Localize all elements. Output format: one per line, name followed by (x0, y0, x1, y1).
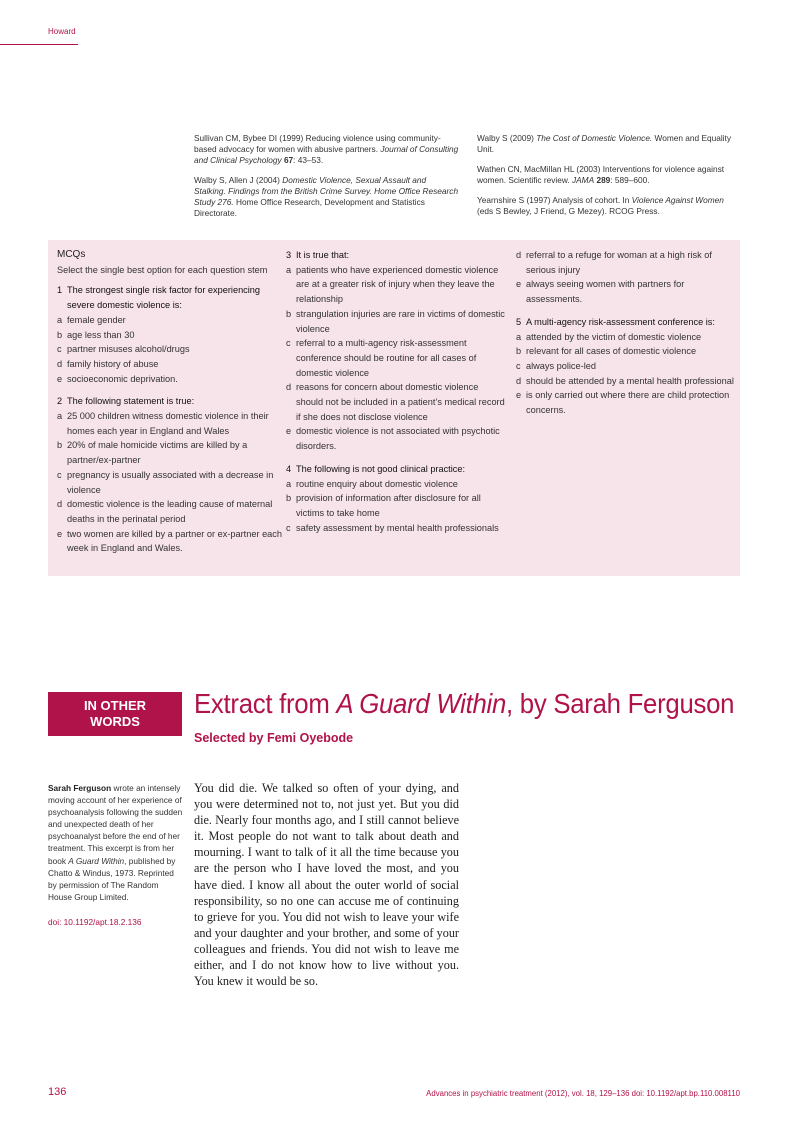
mcq-instructions: Select the single best option for each question stem (57, 264, 268, 275)
extract-title-prefix: Extract from (194, 688, 337, 719)
mcq-option-letter: a (286, 478, 292, 489)
reference-entry (477, 164, 741, 186)
mcq-option-text: provision of information after disclosure for all victims to take home (296, 493, 481, 518)
mcq-option-text: patients who have experienced domestic violence are at a greater risk of injury when they leave the relationship (296, 264, 499, 305)
author-note-name: Sarah Ferguson (48, 783, 112, 793)
reference-post: Home Office Research, Development and Statistics Directorate. (194, 197, 425, 218)
mcq-option (57, 497, 282, 526)
mcq-option-letter: d (516, 375, 522, 386)
mcq-column-1 (57, 248, 282, 564)
mcq-option-text: family history of abuse (67, 358, 159, 369)
reference-pre: Sullivan CM, Bybee DI (1999) Reducing violence using community-based advocacy for women with abusive partners. (194, 133, 441, 154)
reference-pre: Yearnshire S (1997) Analysis of cohort. In (477, 195, 632, 205)
mcq-option (286, 521, 506, 536)
mcq-option (57, 313, 282, 328)
author-note-book: A Guard Within (68, 855, 125, 866)
mcq-box (48, 240, 740, 576)
mcq-option-letter: e (57, 373, 63, 384)
mcq-question-stem (57, 283, 282, 312)
reference-pre: Walby S (2009) (477, 133, 537, 143)
mcq-question (516, 315, 736, 418)
mcq-option (516, 330, 736, 345)
mcq-question-stem (286, 462, 506, 477)
mcq-option-letter: e (516, 390, 522, 401)
reference-bold: 67 (283, 155, 294, 165)
extract-title-book: A Guard Within (336, 688, 507, 719)
mcq-question-text: The following is not good clinical practice: (296, 463, 466, 474)
mcq-question-number: 2 (57, 396, 63, 407)
mcq-option (516, 248, 736, 277)
running-header-author: Howard (48, 27, 76, 36)
mcq-option-text: socioeconomic deprivation. (67, 373, 178, 384)
mcq-option-letter: e (516, 279, 522, 290)
mcq-option-text: female gender (67, 314, 126, 325)
section-label: IN OTHER WORDS (83, 698, 147, 729)
reference-post: : 589–600. (610, 175, 650, 185)
reference-post: Women and Equality Unit. (477, 133, 731, 154)
mcq-option-letter: c (57, 344, 62, 355)
mcq-question-stem (57, 394, 282, 409)
reference-entry (194, 175, 459, 219)
mcq-question-number: 4 (286, 463, 292, 474)
extract-subtitle: Selected by Femi Oyebode (194, 731, 354, 745)
mcq-option-letter: c (286, 338, 291, 349)
mcq-option (286, 263, 506, 307)
mcq-option-text: routine enquiry about domestic violence (296, 478, 458, 489)
mcq-option (57, 372, 282, 387)
author-note (48, 782, 184, 903)
reference-bold: 289 (596, 175, 611, 185)
mcq-option-text: age less than 30 (67, 329, 135, 340)
mcq-option (516, 344, 736, 359)
mcq-option-letter: a (516, 331, 522, 342)
mcq-option-text: 20% of male homicide victims are killed by a partner/ex-partner (67, 440, 248, 466)
mcq-option (516, 277, 736, 306)
mcq-question-stem (286, 248, 506, 263)
reference-italic: JAMA (572, 175, 595, 185)
mcq-option-text: referral to a refuge for woman at a high risk of serious injury (526, 250, 712, 275)
author-note-text-2: , published by Chatto & Windus, 1973. Reprinted by permission of The Random House Group Limited. (48, 855, 176, 902)
mcq-option-text: domestic violence is the leading cause of maternal deaths in the perinatal period (67, 499, 273, 524)
mcq-option-text: partner misuses alcohol/drugs (67, 344, 190, 355)
reference-italic: The Cost of Domestic Violence. (536, 133, 653, 143)
mcq-option-letter: b (57, 440, 63, 451)
mcq-question-number: 1 (57, 285, 63, 296)
mcq-option-text: two women are killed by a partner or ex-partner each week in England and Wales. (67, 528, 282, 554)
mcq-option-letter: a (57, 411, 63, 422)
extract-body: You did die. We talked so often of your dying, and you were determined not to, not just yet. But you did die. Nearly four months ago, and I still cannot believe it. Most people do not want to talk about death and mourning. I want to talk of it all the time because you are the person who I have loved the most, and you have died. I know all about the outer world of social responsibility, so no one can accuse me of continuing to grieve for you. You did not wish to leave your wife and your daughter and your brother, and some of your colleagues and friends. You did not wish to leave me either, and I do not know how to live without you. You knew it would be so. (194, 781, 459, 989)
mcq-option (286, 380, 506, 424)
mcq-option-letter: c (516, 360, 521, 371)
reference-italic: Domestic Violence, Sexual Assault and Stalking. Findings from the British Crime Survey. Home Office Research Study 276. (194, 175, 459, 207)
mcq-question-text: It is true that: (296, 250, 350, 260)
mcq-question (286, 248, 506, 454)
section-label-box (48, 692, 182, 736)
mcq-option-text: strangulation injuries are rare in victims of domestic violence (296, 308, 505, 334)
mcq-question-stem (516, 315, 736, 330)
mcq-option-letter: c (57, 469, 62, 480)
reference-pre: Walby S, Allen J (2004) (194, 175, 283, 185)
extract-title-suffix: , by Sarah Ferguson (506, 688, 735, 719)
mcq-option-letter: e (286, 426, 292, 437)
mcq-option-text: domestic violence is not associated with psychotic disorders. (296, 426, 500, 452)
mcq-option-letter: d (57, 358, 63, 369)
mcq-option-text: 25 000 children witness domestic violence in their homes each year in England and Wales (67, 411, 269, 436)
references-left-column (194, 133, 459, 228)
mcq-option-letter: a (286, 264, 292, 275)
mcq-option-text: always seeing women with partners for assessments. (526, 279, 685, 305)
reference-entry (477, 133, 741, 155)
mcq-question (57, 394, 282, 556)
mcq-option-text: referral to a multi-agency risk-assessment conference should be routine for all cases of domestic violence (296, 338, 477, 378)
reference-entry (477, 195, 741, 217)
mcq-option (516, 374, 736, 389)
author-note-text-1: wrote an intensely moving account of her experience of psychoanalysis following the sudden and unexpected death of her psychoanalyst before the end of her treatment. This excerpt is from her book (48, 783, 183, 866)
footer-citation: Advances in psychiatric treatment (2012), vol. 18, 129–136 doi: 10.1192/apt.bp.110.008110 (426, 1089, 740, 1098)
mcq-option (57, 438, 282, 467)
mcq-option-letter: b (286, 308, 292, 319)
mcq-option (516, 359, 736, 374)
mcq-option-letter: c (286, 522, 291, 533)
mcq-option (286, 336, 506, 380)
mcq-option (57, 357, 282, 372)
extract-title (194, 688, 734, 720)
mcq-question-number: 3 (286, 250, 292, 260)
mcq-option (57, 328, 282, 343)
mcq-option-text: safety assessment by mental health professionals (296, 522, 499, 533)
mcq-option (57, 527, 282, 556)
mcq-option (57, 468, 282, 497)
reference-post: : 43–53. (293, 155, 324, 165)
mcq-question-text: A multi-agency risk-assessment conference is: (526, 316, 715, 327)
reference-post: (eds S Bewley, J Friend, G Mezey). RCOG Press. (477, 206, 660, 216)
mcq-option-letter: b (516, 346, 522, 357)
mcq-question-continued (516, 248, 736, 307)
reference-italic: Journal of Consulting and Clinical Psychology (194, 144, 459, 165)
mcq-option-letter: d (57, 499, 63, 510)
mcq-option (57, 342, 282, 357)
mcq-option-text: relevant for all cases of domestic violence (526, 346, 697, 357)
mcq-option (286, 424, 506, 453)
mcq-option (57, 409, 282, 438)
mcq-question-number: 5 (516, 316, 522, 327)
mcq-option (516, 388, 736, 417)
mcq-option-letter: b (286, 493, 292, 504)
reference-italic: Violence Against Women (631, 195, 724, 205)
mcq-option-letter: d (516, 250, 522, 260)
mcq-option-letter: b (57, 329, 63, 340)
mcq-option-letter: d (286, 382, 292, 393)
mcq-column-2 (286, 248, 506, 543)
page-number: 136 (48, 1086, 67, 1098)
mcq-option (286, 491, 506, 520)
reference-entry (194, 133, 459, 166)
references-right-column (477, 133, 741, 226)
mcq-option-text: always police-led (526, 360, 596, 371)
mcq-title: MCQs (57, 249, 86, 260)
mcq-column-3 (516, 248, 736, 426)
mcq-option-letter: a (57, 314, 63, 325)
mcq-option (286, 477, 506, 492)
mcq-option-text: is only carried out where there are child protection concerns. (526, 390, 730, 416)
mcq-option-text: reasons for concern about domestic violence should not be included in a patient’s medical record if she does not disclose violence (296, 382, 505, 422)
extract-doi: doi: 10.1192/apt.18.2.136 (48, 917, 142, 927)
mcq-option-letter: e (57, 528, 63, 539)
reference-pre: Wathen CN, MacMillan HL (2003) Interventions for violence against women. Scientific review. (477, 164, 725, 185)
mcq-option (286, 307, 506, 336)
mcq-option-text: attended by the victim of domestic violence (526, 331, 702, 342)
mcq-question (57, 283, 282, 386)
mcq-question-text: The following statement is true: (67, 396, 195, 407)
mcq-question (286, 462, 506, 536)
header-rule (0, 44, 78, 45)
mcq-option-text: pregnancy is usually associated with a decrease in violence (67, 469, 274, 495)
mcq-question-text: The strongest single risk factor for experiencing severe domestic violence is: (67, 285, 261, 311)
mcq-option-text: should be attended by a mental health professional (526, 375, 734, 386)
